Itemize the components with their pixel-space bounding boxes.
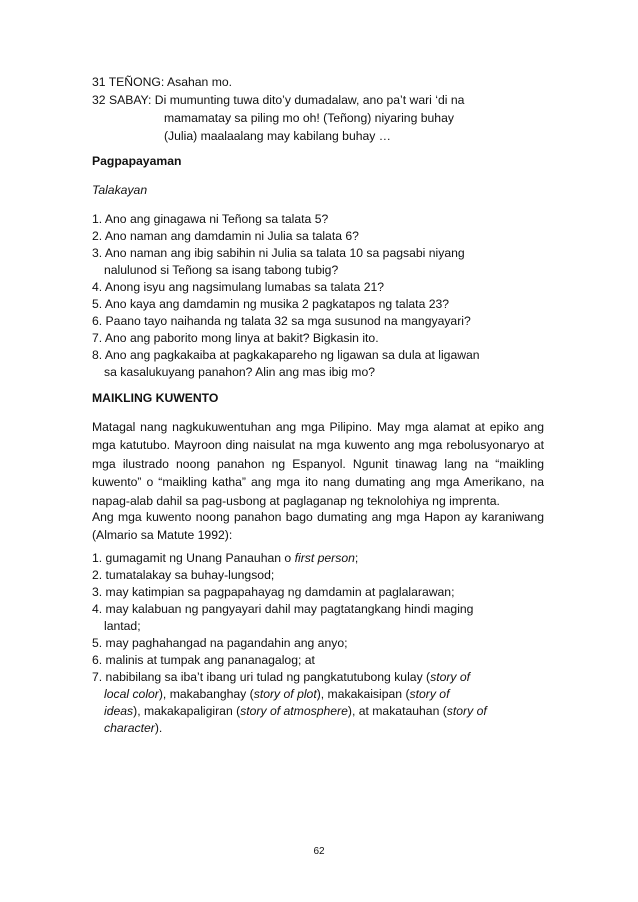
page-number: 62 xyxy=(313,846,325,857)
feature-text: 7. nabibilang sa iba’t ibang uri tulad ng pangkatutubong kulay ( xyxy=(92,670,431,684)
question-item: 3. Ano naman ang ibig sabihin ni Julia sa talata 10 sa pagsabi niyang xyxy=(92,246,465,260)
feature-text: ), makabanghay ( xyxy=(158,687,254,701)
feature-item: 6. malinis at tumpak ang pananagalog; at xyxy=(92,653,315,667)
feature-term: story of plot xyxy=(253,687,317,701)
speaker-label: 32 SABAY: xyxy=(92,93,152,107)
feature-term: story of xyxy=(446,704,487,718)
feature-term: character xyxy=(104,721,155,735)
section-heading: MAIKLING KUWENTO xyxy=(92,391,219,405)
feature-text: ). xyxy=(154,721,163,735)
feature-term: story of atmosphere xyxy=(240,704,348,718)
question-item: 6. Paano tayo naihanda ng talata 32 sa mga susunod na mangyayari? xyxy=(92,314,471,328)
body-paragraph: Ang mga kuwento noong panahon bago dumating ang mga Hapon ay karaniwang (Almario sa Matute 1992): xyxy=(92,510,544,543)
feature-item-continuation: lantad; xyxy=(104,619,141,633)
body-paragraph: Matagal nang nagkukuwentuhan ang mga Pilipino. May mga alamat at epiko ang mga katutubo. Mayroon ding naisulat na mga kuwento ang mga rebolusyonaryo at mga ilustrado noong panahon ng Espanyol. Ngunit tinawag lang na “maikling kuwento” o “maikling katha” ang mga ito nang dumating ang mga Amerikano, na napag-alab dahil sa pag-usbong at paglaganap ng teknolohiya ng imprenta. xyxy=(92,420,544,508)
question-item: 5. Ano kaya ang damdamin ng musika 2 pagkatapos ng talata 23? xyxy=(92,297,450,311)
feature-term: story of xyxy=(430,670,471,684)
feature-item: 2. tumatalakay sa buhay-lungsod; xyxy=(92,568,275,582)
feature-item-continuation xyxy=(104,721,162,736)
feature-text: 1. gumagamit ng Unang Panauhan o xyxy=(92,551,295,565)
subsection-heading: Talakayan xyxy=(92,183,148,197)
feature-term: ideas xyxy=(104,704,134,718)
feature-item xyxy=(92,670,470,685)
feature-item: 4. may kalabuan ng pangyayari dahil may pagtatangkang hindi maging xyxy=(92,602,474,616)
question-item: 8. Ano ang pagkakaiba at pagkakapareho ng ligawan sa dula at ligawan xyxy=(92,348,480,362)
feature-term: local color xyxy=(104,687,159,701)
feature-text: ), makakaisipan ( xyxy=(316,687,410,701)
feature-text: ), makakapaligiran ( xyxy=(133,704,241,718)
feature-text: ), at makatauhan ( xyxy=(347,704,447,718)
section-heading: Pagpapayaman xyxy=(92,154,182,168)
feature-term: story of xyxy=(409,687,450,701)
feature-item xyxy=(92,551,358,566)
dialogue-continuation: (Julia) maalaalang may kabilang buhay … xyxy=(164,129,391,143)
question-item: 2. Ano naman ang damdamin ni Julia sa talata 6? xyxy=(92,229,359,243)
speaker-label: 31 TEÑONG: xyxy=(92,75,165,89)
feature-item: 3. may katimpian sa pagpapahayag ng damdamin at paglalarawan; xyxy=(92,585,455,599)
feature-item-continuation xyxy=(104,687,449,702)
feature-item-continuation xyxy=(104,704,487,719)
dialogue-text: Di mumunting tuwa dito’y dumadalaw, ano pa’t wari ‘di na xyxy=(154,93,465,107)
question-item: 7. Ano ang paborito mong linya at bakit? Bigkasin ito. xyxy=(92,331,379,345)
question-item-continuation: sa kasalukuyang panahon? Alin ang mas ibig mo? xyxy=(104,365,376,379)
dialogue-line-32 xyxy=(92,93,464,108)
dialogue-line-31 xyxy=(92,75,232,90)
question-item: 4. Anong isyu ang nagsimulang lumabas sa talata 21? xyxy=(92,280,385,294)
question-item: 1. Ano ang ginagawa ni Teñong sa talata 5? xyxy=(92,212,329,226)
feature-term: first person xyxy=(294,551,355,565)
dialogue-continuation: mamamatay sa piling mo oh! (Teñong) niyaring buhay xyxy=(164,111,454,125)
dialogue-text: Asahan mo. xyxy=(166,75,233,89)
feature-item: 5. may paghahangad na pagandahin ang anyo; xyxy=(92,636,348,650)
feature-text: ; xyxy=(354,551,359,565)
question-item-continuation: nalulunod si Teñong sa isang tabong tubig? xyxy=(104,263,339,277)
